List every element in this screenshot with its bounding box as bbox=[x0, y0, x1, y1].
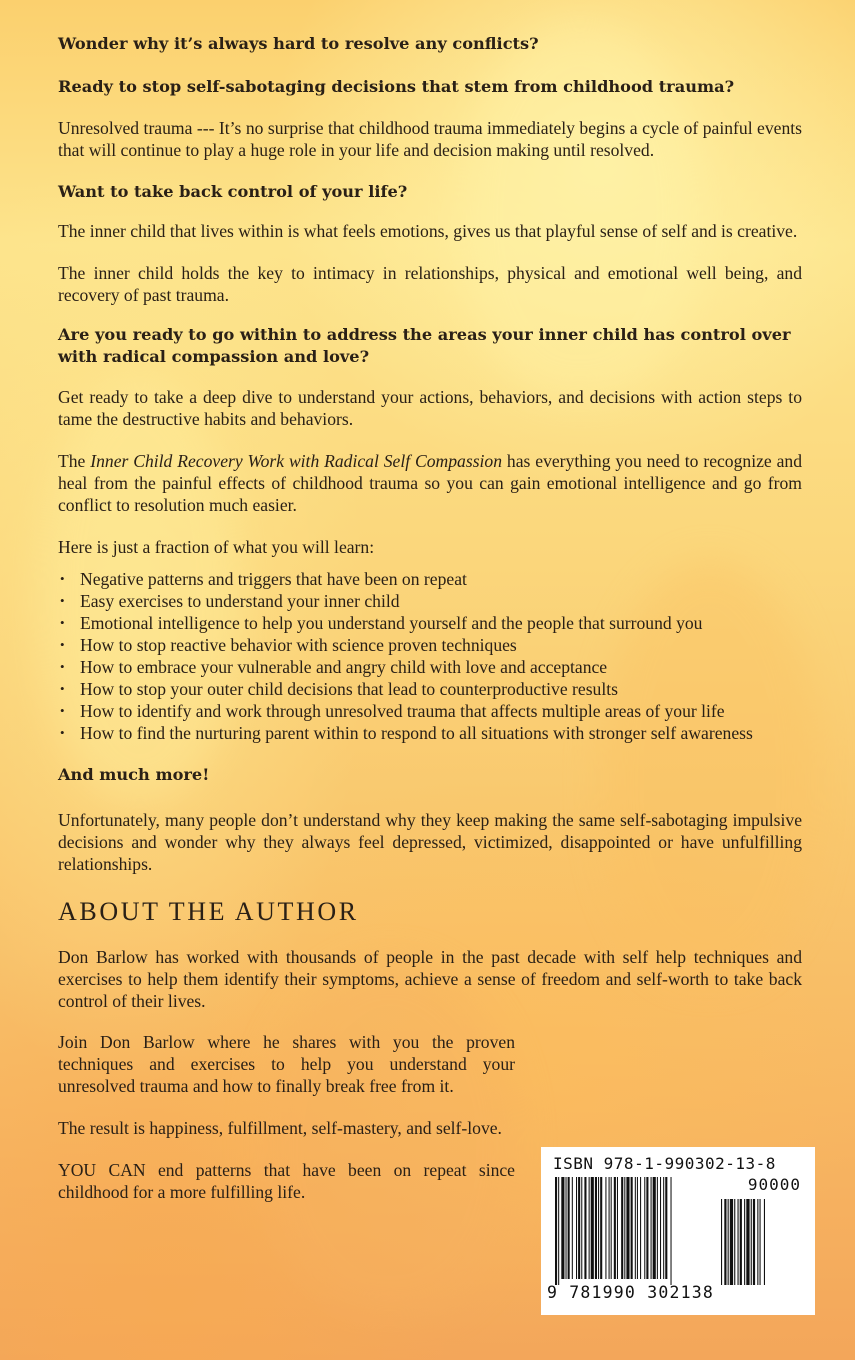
isbn-barcode bbox=[541, 1147, 815, 1315]
list-item: • Easy exercises to understand your inner child bbox=[58, 590, 800, 612]
list-item: • How to stop reactive behavior with science proven techniques bbox=[58, 634, 800, 656]
list-item: • How to stop your outer child decisions that lead to counterproductive results bbox=[58, 678, 800, 700]
heading-conflicts: Wonder why it’s always hard to resolve any conflicts? bbox=[58, 34, 539, 53]
heading-much-more: And much more! bbox=[58, 765, 210, 784]
paragraph-book-intro bbox=[58, 450, 802, 516]
isbn-number: ISBN 978-1-990302-13-8 bbox=[553, 1154, 776, 1173]
heading-self-sabotaging: Ready to stop self-sabotaging decisions that stem from childhood trauma? bbox=[58, 77, 735, 96]
book-title: Inner Child Recovery Work with Radical Self Compassion bbox=[90, 451, 503, 471]
book-description: has everything you need to recognize and heal from the painful effects of childhood trauma so you can gain emotional intelligence and go from conflict to resolution much easier. bbox=[58, 451, 802, 515]
heading-take-back-control: Want to take back control of your life? bbox=[58, 182, 408, 201]
paragraph-inner-child-intimacy: The inner child holds the key to intimacy in relationships, physical and emotional well being, and recovery of past trauma. bbox=[58, 263, 802, 305]
paragraph-unfortunately: Unfortunately, many people don’t understand why they keep making the same self-sabotaging impulsive decisions and wonder why they always feel depressed, victimized, disappointed or have unfulfilling relationships. bbox=[58, 810, 802, 874]
heading-go-within: Are you ready to go within to address the areas your inner child has control over with radical compassion and love? bbox=[58, 325, 791, 366]
about-paragraph-join: Join Don Barlow where he shares with you the proven techniques and exercises to help you understand your unresolved trauma and how to finally break free from it. bbox=[58, 1032, 515, 1096]
paragraph-unresolved-trauma: Unresolved trauma --- It’s no surprise that childhood trauma immediately begins a cycle of painful events that will continue to play a huge role in your life and decision making until resolved. bbox=[58, 118, 802, 160]
barcode-bars bbox=[555, 1177, 803, 1285]
about-paragraph-experience: Don Barlow has worked with thousands of people in the past decade with self help techniques and exercises to help them identify their symptoms, achieve a sense of freedom and self-worth to take back control of their lives. bbox=[58, 947, 802, 1011]
list-item: • How to identify and work through unresolved trauma that affects multiple areas of your life bbox=[58, 700, 770, 722]
paragraph-deep-dive: Get ready to take a deep dive to understand your actions, behaviors, and decisions with action steps to tame the destructive habits and behaviors. bbox=[58, 387, 802, 429]
back-cover-text bbox=[58, 33, 802, 1223]
about-paragraph-you-can: YOU CAN end patterns that have been on repeat since childhood for a more fulfilling life. bbox=[58, 1160, 515, 1202]
ean-number: 9 781990 302138 bbox=[547, 1283, 715, 1302]
list-item: • Emotional intelligence to help you understand yourself and the people that surround you bbox=[58, 612, 720, 634]
book-intro-word: The bbox=[58, 451, 86, 471]
list-item: • How to find the nurturing parent within to respond to all situations with stronger self awareness bbox=[58, 722, 800, 744]
list-item: • How to embrace your vulnerable and angry child with love and acceptance bbox=[58, 656, 800, 678]
list-item: • Negative patterns and triggers that have been on repeat bbox=[58, 568, 800, 590]
paragraph-fraction: Here is just a fraction of what you will learn: bbox=[58, 537, 375, 557]
about-paragraph-result: The result is happiness, fulfillment, self-mastery, and self-love. bbox=[58, 1118, 502, 1138]
price-code: 90000 bbox=[747, 1175, 801, 1194]
about-author-title: ABOUT THE AUTHOR bbox=[58, 897, 359, 926]
paragraph-inner-child-emotions: The inner child that lives within is what feels emotions, gives us that playful sense of self and is creative. bbox=[58, 221, 798, 241]
learn-list bbox=[58, 568, 802, 744]
